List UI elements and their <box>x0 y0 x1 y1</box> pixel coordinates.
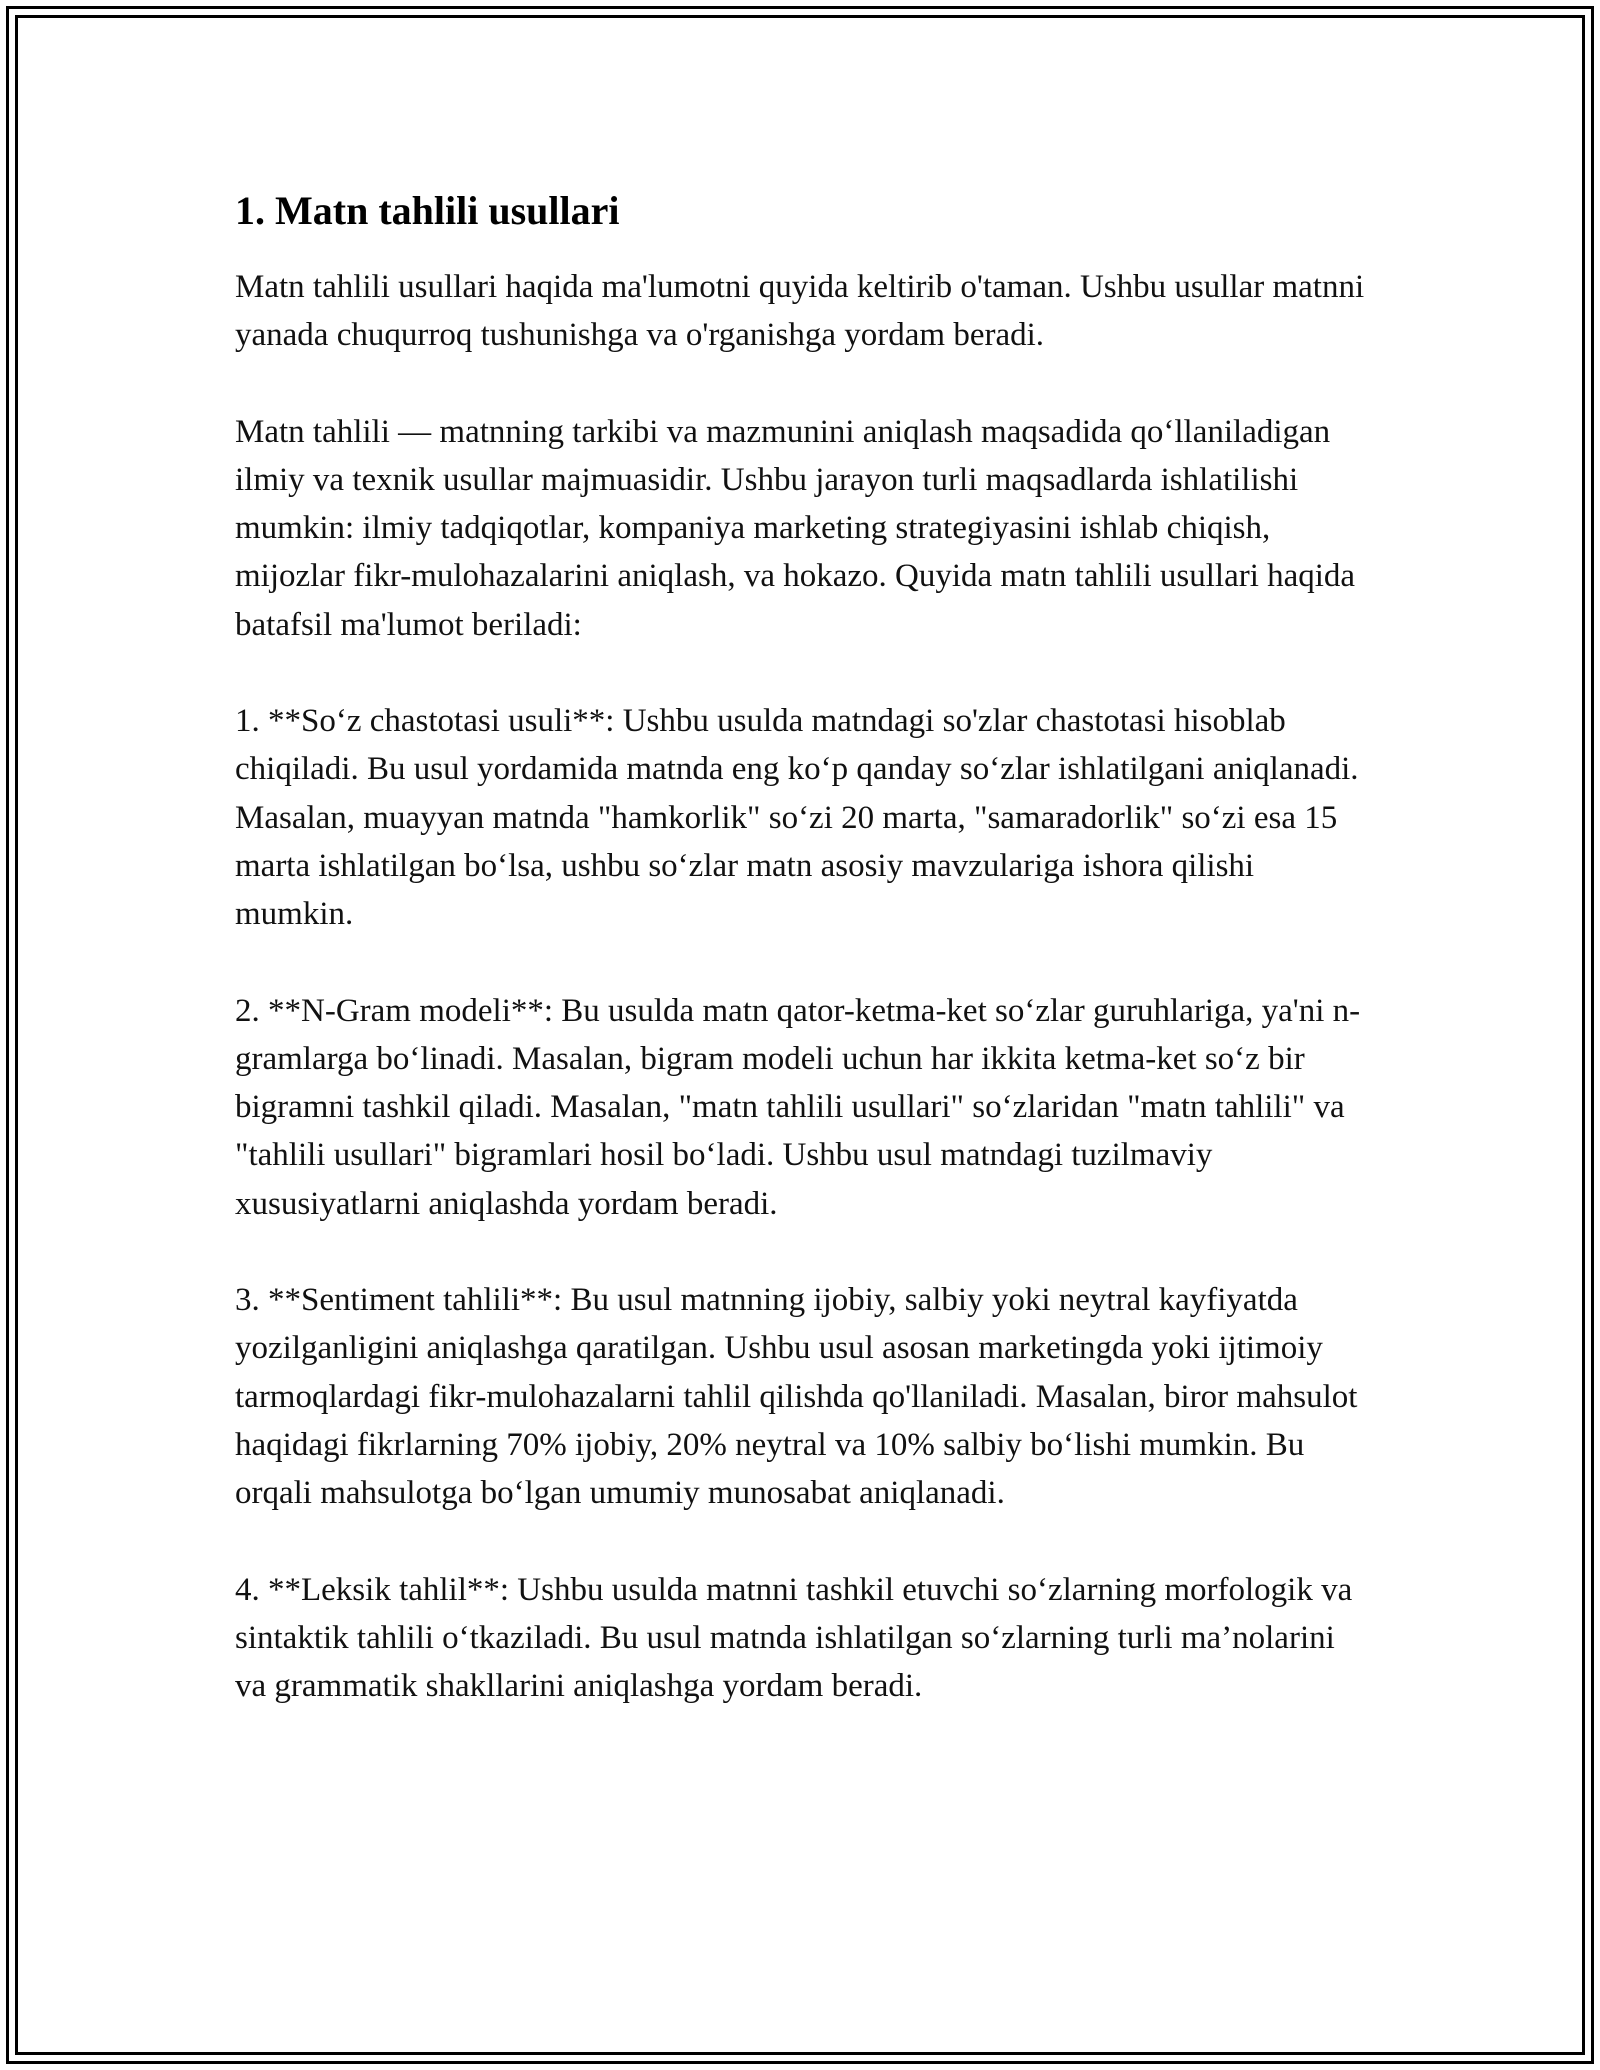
document-title: 1. Matn tahlili usullari <box>235 188 620 233</box>
paragraph-definition: Matn tahlili — matnning tarkibi va mazmunini aniqlash maqsadida qo‘llaniladigan ilmiy va texnik usullar majmuasidir. Ushbu jarayon turli maqsadlarda ishlatilishi mumkin: ilmiy tadqiqotlar, kompaniya marketing strategiyasini ishlab chiqish, mijozlar fikr-mulohazalarini aniqlash, va hokazo. Quyida matn tahlili usullari haqida batafsil ma'lumot beriladi: <box>235 413 1356 643</box>
paragraph-lexical-analysis: 4. **Leksik tahlil**: Ushbu usulda matnni tashkil etuvchi so‘zlarning morfologik va sintaktik tahlili o‘tkaziladi. Bu usul matnda ishlatilgan so‘zlarning turli ma’nolarini va grammatik shakllarini aniqlashga yordam beradi. <box>235 1571 1353 1705</box>
paragraph-word-frequency: 1. **So‘z chastotasi usuli**: Ushbu usulda matndagi so'zlar chastotasi hisoblab chiqiladi. Bu usul yordamida matnda eng ko‘p qanday so‘zlar ishlatilgani aniqlanadi. Masalan, muayyan matnda "hamkorlik" so‘zi 20 marta, "samaradorlik" so‘zi esa 15 marta ishlatilgan bo‘lsa, ushbu so‘zlar matn asosiy mavzulariga ishora qilishi mumkin. <box>235 703 1359 933</box>
document-body <box>235 185 1365 1758</box>
paragraph-intro: Matn tahlili usullari haqida ma'lumotni quyida keltirib o'taman. Ushbu usullar matnni yanada chuqurroq tushunishga va o'rganishga yordam beradi. <box>235 269 1365 354</box>
paragraph-ngram-model: 2. **N-Gram modeli**: Bu usulda matn qator-ketma-ket so‘zlar guruhlariga, ya'ni n-gramlarga bo‘linadi. Masalan, bigram modeli uchun har ikkita ketma-ket so‘z bir bigramni tashkil qiladi. Masalan, "matn tahlili usullari" so‘zlaridan "matn tahlili" va "tahlili usullari" bigramlari hosil bo‘ladi. Ushbu usul matndagi tuzilmaviy xususiyatlarni aniqlashda yordam beradi. <box>235 992 1361 1222</box>
paragraph-sentiment-analysis: 3. **Sentiment tahlili**: Bu usul matnning ijobiy, salbiy yoki neytral kayfiyatda yozilganligini aniqlashga qaratilgan. Ushbu usul asosan marketingda yoki ijtimoiy tarmoqlardagi fikr-mulohazalarni tahlil qilishda qo'llaniladi. Masalan, biror mahsulot haqidagi fikrlarning 70% ijobiy, 20% neytral va 10% salbiy bo‘lishi mumkin. Bu orqali mahsulotga bo‘lgan umumiy munosabat aniqlanadi. <box>235 1282 1358 1512</box>
